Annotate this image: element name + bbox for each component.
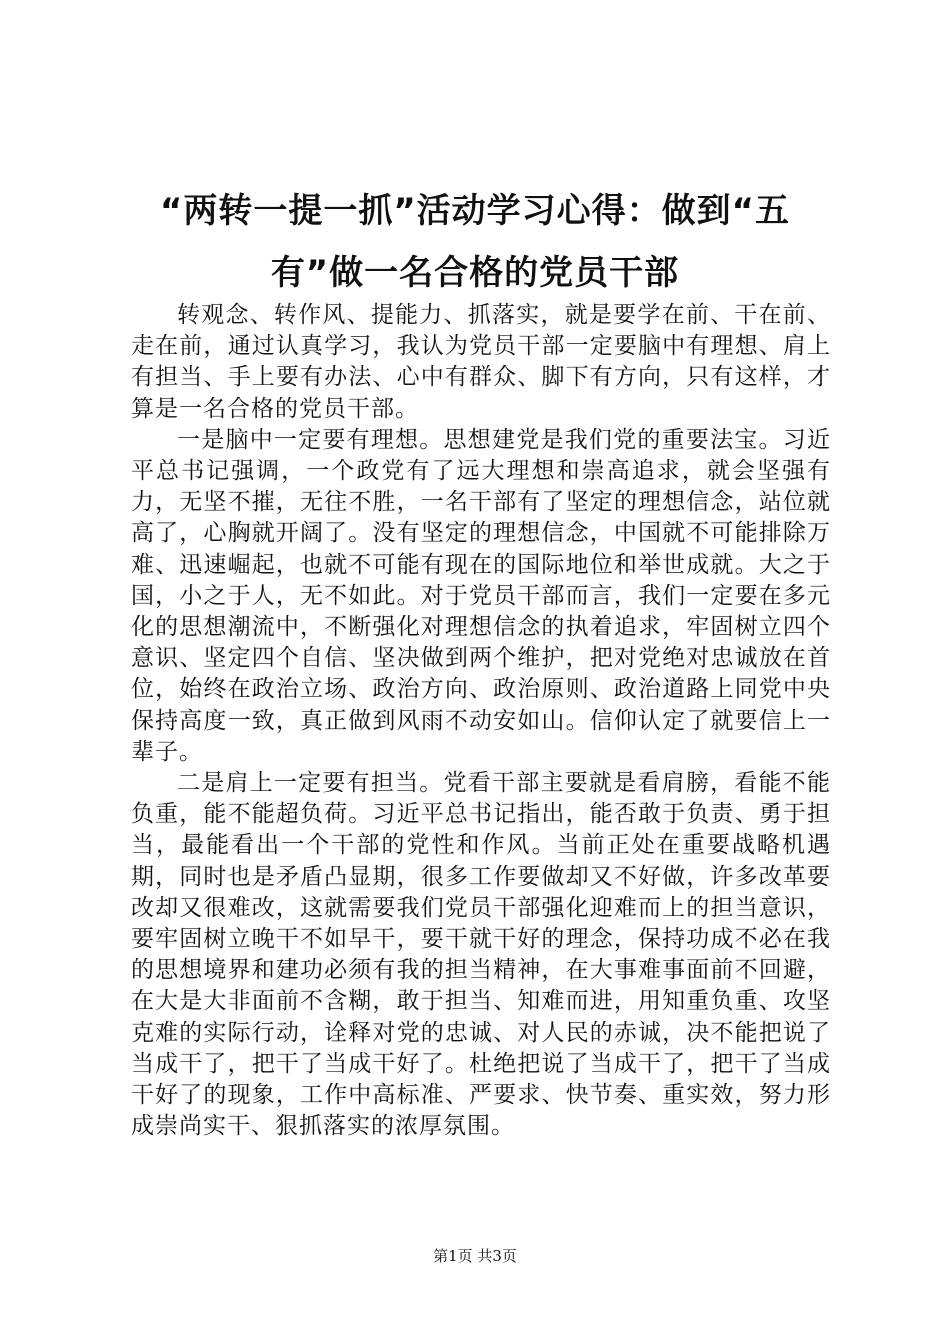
paragraph-responsibility: 二是肩上一定要有担当。党看干部主要就是看肩膀，看能不能负重，能不能超负荷。习近平总书记指出，能否敢于负责、勇于担当，最能看出一个干部的党性和作风。当前正处在重要战略机遇期，同时也是矛盾凸显期，很多工作要做却又不好做，许多改革要改却又很难改，这就需要我们党员干部强化迎难而上的担当意识，要牢固树立晚干不如早干，要干就干好的理念，保持功成不必在我的思想境界和建功必须有我的担当精神，在大事难事面前不回避，在大是大非面前不含糊，敢于担当、知难而进，用知重负重、攻坚克难的实际行动，诠释对党的忠诚、对人民的赤诚，决不能把说了当成干了，把干了当成干好了。杜绝把说了当成干了，把干了当成干好了的现象，工作中高标准、严要求、快节奏、重实效，努力形成崇尚实干、狠抓落实的浓厚氛围。 [131, 770, 831, 1140]
paragraph-intro: 转观念、转作风、提能力、抓落实，就是要学在前、干在前、走在前，通过认真学习，我认为党员干部一定要脑中有理想、肩上有担当、手上要有办法、心中有群众、脚下有方向，只有这样，才算是一名合格的党员干部。 [131, 302, 831, 422]
document-title: “两转一提一抓”活动学习心得：做到“五有”做一名合格的党员干部 [159, 191, 791, 293]
paragraph-ideals: 一是脑中一定要有理想。思想建党是我们党的重要法宝。习近平总书记强调，一个政党有了远大理想和崇高追求，就会坚强有力，无坚不摧，无往不胜，一名干部有了坚定的理想信念，站位就高了，心胸就开阔了。没有坚定的理想信念，中国就不可能排除万难、迅速崛起，也就不可能有现在的国际地位和举世成就。大之于国，小之于人，无不如此。对于党员干部而言，我们一定要在多元化的思想潮流中，不断强化对理想信念的执着追求，牢固树立四个意识、坚定四个自信、坚决做到两个维护，把对党绝对忠诚放在首位，始终在政治立场、政治方向、政治原则、政治道路上同党中央保持高度一致，真正做到风雨不动安如山。信仰认定了就要信上一辈子。 [131, 426, 831, 765]
page-number-footer: 第1页 共3页 [433, 1247, 517, 1265]
document-body [131, 300, 831, 1142]
